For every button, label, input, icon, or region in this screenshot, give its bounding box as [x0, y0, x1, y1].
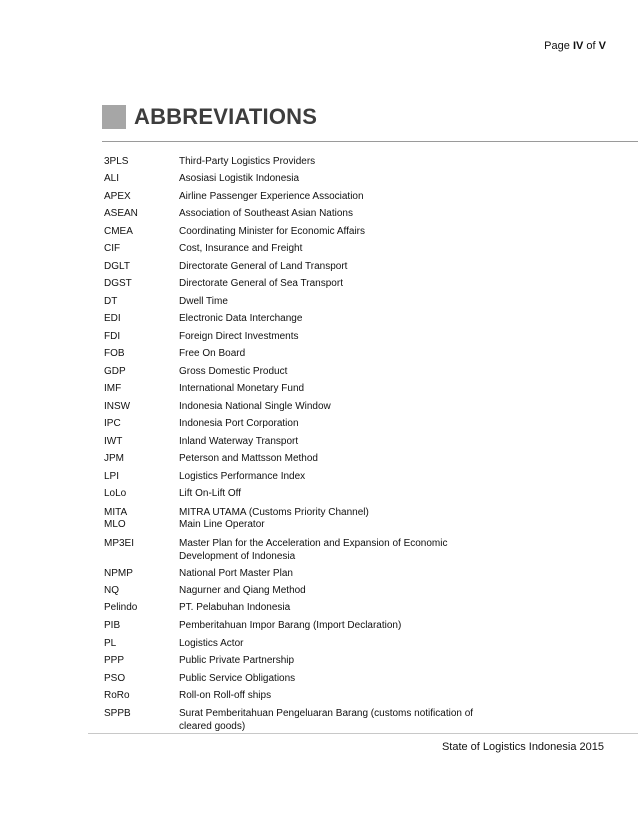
- abbreviation-term: 3PLS: [104, 156, 129, 167]
- abbreviation-term: PIB: [104, 620, 121, 631]
- abbreviation-definition: [179, 347, 245, 360]
- definition-line: Asosiasi Logistik Indonesia: [179, 173, 300, 184]
- definition-line: Public Private Partnership: [179, 655, 295, 666]
- definition-line: Dwell Time: [179, 296, 228, 307]
- abbreviation-definition: [179, 242, 302, 255]
- abbreviation-term: NPMP: [104, 568, 133, 579]
- abbreviation-definition: [179, 295, 228, 308]
- abbreviation-definition: [179, 584, 306, 597]
- abbreviation-definition: [179, 260, 347, 273]
- abbreviation-definition: [179, 637, 243, 650]
- abbreviation-term: NQ: [104, 585, 119, 596]
- definition-line: Master Plan for the Acceleration and Expansion of Economic: [179, 538, 448, 549]
- abbreviation-definition: [179, 277, 343, 290]
- abbreviation-term: APEX: [104, 191, 131, 202]
- abbreviation-term: IMF: [104, 383, 122, 394]
- definition-line: Coordinating Minister for Economic Affairs: [179, 226, 366, 237]
- abbreviation-definition: [179, 518, 265, 531]
- abbreviation-definition: [179, 207, 353, 220]
- abbreviation-definition: [179, 225, 365, 238]
- definition-line: Gross Domestic Product: [179, 366, 288, 377]
- definition-line: Main Line Operator: [179, 519, 265, 530]
- definition-line: Nagurner and Qiang Method: [179, 585, 306, 596]
- abbreviation-term: DGST: [104, 278, 132, 289]
- abbreviation-definition: [179, 365, 287, 378]
- abbreviation-definition: [179, 172, 299, 185]
- definition-line: Surat Pemberitahuan Pengeluaran Barang (customs notification of: [179, 708, 474, 719]
- abbreviation-term: EDI: [104, 313, 121, 324]
- page-of: of: [586, 40, 596, 52]
- definition-line: Indonesia Port Corporation: [179, 418, 299, 429]
- definition-line: Logistics Performance Index: [179, 471, 306, 482]
- definition-line: Directorate General of Land Transport: [179, 261, 348, 272]
- abbreviation-term: DGLT: [104, 261, 130, 272]
- definition-line: MITRA UTAMA (Customs Priority Channel): [179, 507, 369, 518]
- abbreviation-term: CIF: [104, 243, 121, 254]
- page-current: IV: [572, 40, 584, 52]
- abbreviation-definition: [179, 470, 305, 483]
- abbreviation-definition: [179, 537, 447, 563]
- abbreviation-definition: [179, 707, 473, 733]
- abbreviation-definition: [179, 417, 299, 430]
- definition-line-continued: cleared goods): [179, 721, 246, 732]
- abbreviation-term: GDP: [104, 366, 126, 377]
- abbreviation-definition: [179, 619, 401, 632]
- abbreviation-term: MITA: [104, 507, 128, 518]
- definition-line: Airline Passenger Experience Association: [179, 191, 364, 202]
- definition-line: Third-Party Logistics Providers: [179, 156, 316, 167]
- abbreviation-term: PL: [104, 638, 117, 649]
- definition-line: International Monetary Fund: [179, 383, 305, 394]
- abbreviation-definition: [179, 672, 295, 685]
- abbreviation-term: ASEAN: [104, 208, 138, 219]
- definition-line: Inland Waterway Transport: [179, 436, 299, 447]
- abbreviation-term: JPM: [104, 453, 124, 464]
- section-title: ABBREVIATIONS: [134, 104, 318, 129]
- abbreviation-term: ALI: [104, 173, 120, 184]
- abbreviation-term: CMEA: [104, 226, 133, 237]
- abbreviation-term: Pelindo: [104, 602, 138, 613]
- abbreviation-term: FOB: [104, 348, 125, 359]
- page-prefix: Page: [544, 40, 570, 52]
- abbreviation-term: LoLo: [104, 488, 127, 499]
- definition-line: Foreign Direct Investments: [179, 331, 299, 342]
- abbreviation-term: IPC: [104, 418, 121, 429]
- definition-line: Pemberitahuan Impor Barang (Import Declaration): [179, 620, 402, 631]
- abbreviation-term: MP3EI: [104, 538, 135, 549]
- heading-divider: [102, 141, 638, 142]
- definition-line: Logistics Actor: [179, 638, 244, 649]
- section-heading: [102, 104, 317, 130]
- abbreviation-definition: [179, 330, 299, 343]
- abbreviation-term: PPP: [104, 655, 125, 666]
- definition-line: PT. Pelabuhan Indonesia: [179, 602, 291, 613]
- footer-text: State of Logistics Indonesia 2015: [441, 741, 604, 753]
- definition-line: Indonesia National Single Window: [179, 401, 331, 412]
- abbreviation-term: LPI: [104, 471, 120, 482]
- abbreviation-definition: [179, 382, 304, 395]
- definition-line: Roll-on Roll-off ships: [179, 690, 272, 701]
- abbreviation-term: SPPB: [104, 708, 131, 719]
- definition-line: National Port Master Plan: [179, 568, 293, 579]
- abbreviation-definition: [179, 452, 318, 465]
- definition-line: Peterson and Mattsson Method: [179, 453, 318, 464]
- heading-marker-block: [102, 105, 126, 129]
- page-total: V: [598, 40, 606, 52]
- abbreviation-definition: [179, 435, 298, 448]
- abbreviation-definition: [179, 190, 364, 203]
- definition-line: Cost, Insurance and Freight: [179, 243, 303, 254]
- definition-line: Association of Southeast Asian Nations: [179, 208, 353, 219]
- abbreviation-term: DT: [104, 296, 118, 307]
- definition-line: Electronic Data Interchange: [179, 313, 303, 324]
- definition-line-continued: Development of Indonesia: [179, 551, 296, 562]
- definition-line: Public Service Obligations: [179, 673, 296, 684]
- page-number: [544, 40, 606, 52]
- abbreviation-term: FDI: [104, 331, 121, 342]
- abbreviation-term: IWT: [104, 436, 123, 447]
- abbreviation-definition: [179, 400, 331, 413]
- abbreviation-definition: [179, 654, 294, 667]
- definition-line: Lift On-Lift Off: [179, 488, 242, 499]
- abbreviation-term: RoRo: [104, 690, 130, 701]
- abbreviation-definition: [179, 155, 315, 168]
- abbreviation-term: INSW: [104, 401, 131, 412]
- abbreviation-term: PSO: [104, 673, 126, 684]
- abbreviation-definition: [179, 487, 241, 500]
- abbreviation-definition: [179, 601, 290, 614]
- abbreviation-definition: [179, 312, 302, 325]
- abbreviation-term: MLO: [104, 519, 126, 530]
- definition-line: Free On Board: [179, 348, 246, 359]
- definition-line: Directorate General of Sea Transport: [179, 278, 343, 289]
- footer-divider: [88, 733, 638, 734]
- abbreviation-definition: [179, 567, 293, 580]
- abbreviation-definition: [179, 689, 271, 702]
